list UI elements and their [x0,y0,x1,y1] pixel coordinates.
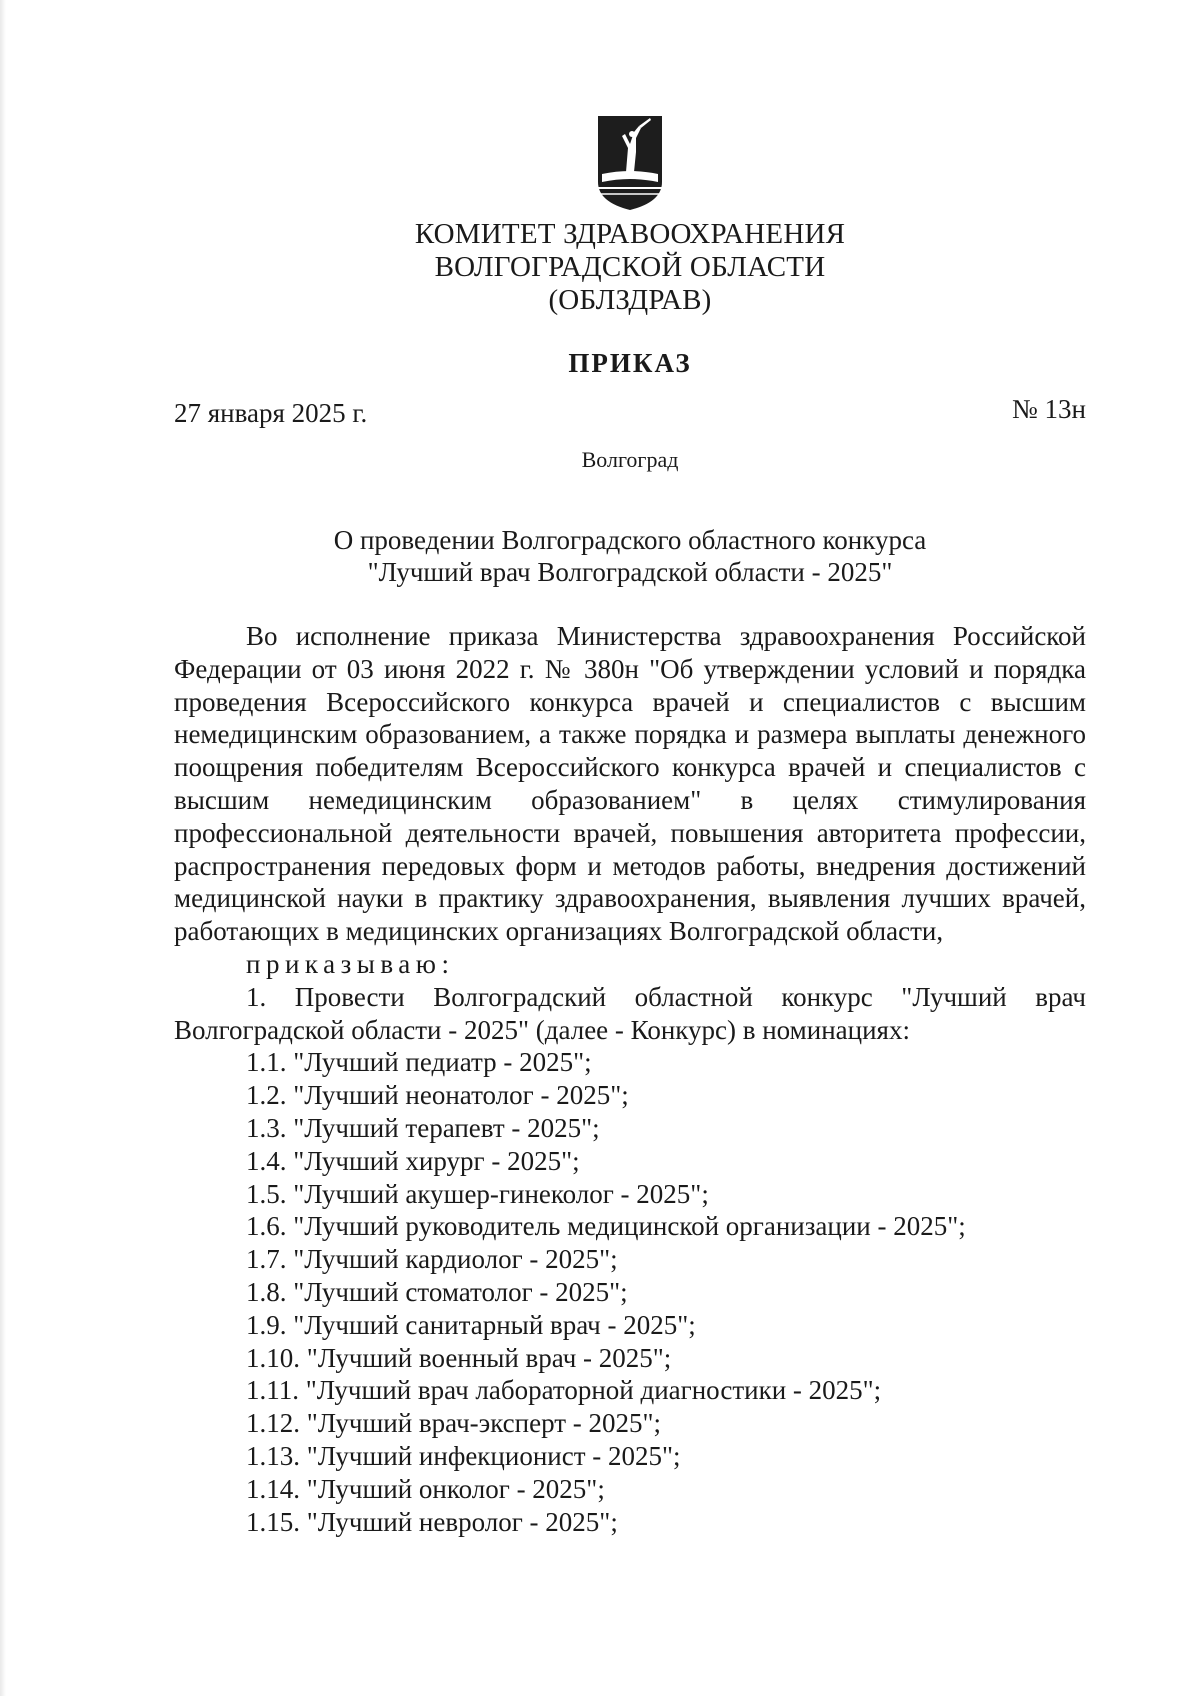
list-item: 1.12. "Лучший врач-эксперт - 2025"; [246,1408,662,1439]
list-item: 1.14. "Лучший онколог - 2025"; [246,1473,605,1504]
order-number: № 13н [1012,394,1086,424]
list-item: 1.2. "Лучший неонатолог - 2025"; [246,1080,629,1111]
order-subject [240,524,1020,588]
list-item: 1.4. "Лучший хирург - 2025"; [246,1145,580,1176]
nominations-list [174,1046,1086,1538]
prikazyvayu-line: приказываю: [246,948,455,979]
list-item: 1.3. "Лучший терапевт - 2025"; [246,1112,600,1143]
list-item: 1.7. "Лучший кардиолог - 2025"; [246,1244,618,1275]
coat-of-arms-icon [592,112,668,212]
preamble-paragraph: Во исполнение приказа Министерства здравоохранения Российской Федерации от 03 июня 2022 г. № 380н "Об утверждении условий и порядка проведения Всероссийского конкурса врачей и специалистов с высшим немедицинским образованием, а также порядка и размера выплаты денежного поощрения победителям Всероссийского конкурса врачей и специалистов с высшим немедицинским образованием" в целях стимулирования профессиональной деятельности врачей, повышения авторитета профессии, распространения передовых форм и методов работы, внедрения достижений медицинской науки в практику здравоохранения, выявления лучших врачей, работающих в медицинских организациях Волгоградской области, [174,621,1086,947]
list-item: 1.6. "Лучший руководитель медицинской организации - 2025"; [246,1211,966,1242]
org-name-line1: КОМИТЕТ ЗДРАВООХРАНЕНИЯ [414,218,846,250]
list-item: 1.5. "Лучший акушер-гинеколог - 2025"; [246,1178,709,1209]
organization-header [300,218,960,317]
org-name-line3: (ОБЛЗДРАВ) [548,284,712,316]
scan-edge [0,0,6,1696]
subject-line1: О проведении Волгоградского областного конкурса [333,525,927,555]
item-1-paragraph: 1. Провести Волгоградский областной конкурс "Лучший врач Волгоградской области - 2025" (далее - Конкурс) в номинациях: [174,981,1086,1045]
order-date: 27 января 2025 г. [174,398,368,428]
subject-line2: "Лучший врач Волгоградской области - 2025" [367,557,893,587]
list-item: 1.8. "Лучший стоматолог - 2025"; [246,1276,628,1307]
list-item: 1.15. "Лучший невролог - 2025"; [246,1506,618,1537]
order-body [174,620,1086,1538]
order-title: ПРИКАЗ [568,348,692,378]
list-item: 1.10. "Лучший военный врач - 2025"; [246,1342,672,1373]
org-name-line2: ВОЛГОГРАДСКОЙ ОБЛАСТИ [434,251,826,283]
order-city: Волгоград [581,447,679,472]
list-item: 1.9. "Лучший санитарный врач - 2025"; [246,1309,696,1340]
list-item: 1.11. "Лучший врач лабораторной диагностики - 2025"; [246,1375,882,1406]
list-item: 1.13. "Лучший инфекционист - 2025"; [246,1440,681,1471]
list-item: 1.1. "Лучший педиатр - 2025"; [246,1047,592,1078]
